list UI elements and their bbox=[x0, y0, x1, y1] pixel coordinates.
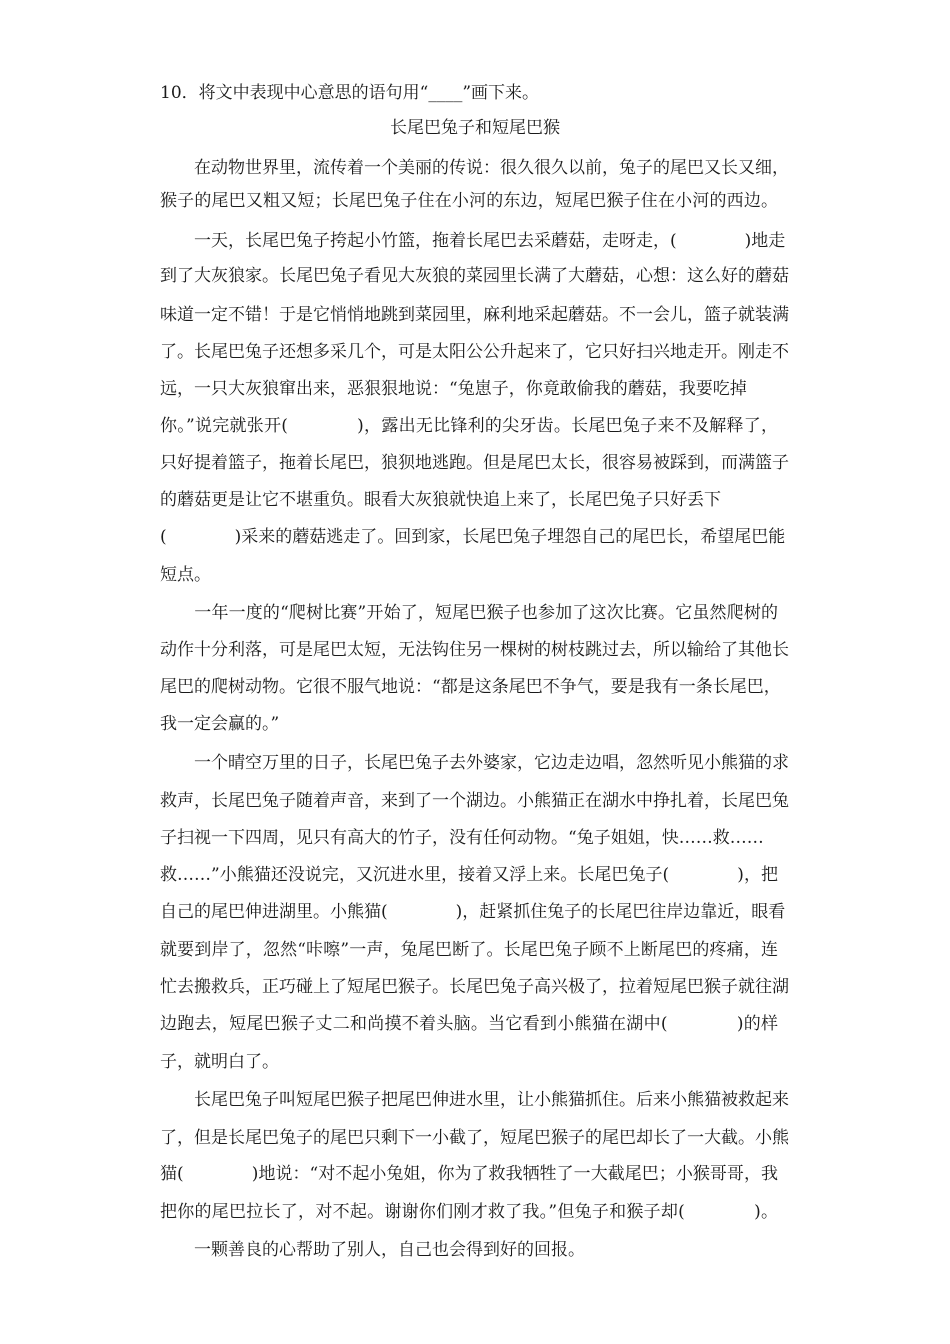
paragraph-line: 尾巴的爬树动物。它很不服气地说：“都是这条尾巴不争气，要是我有一条长尾巴， bbox=[160, 677, 781, 697]
paragraph-line: 猫( )地说：“对不起小兔姐，你为了救我牺牲了一大截尾巴；小猴哥哥，我 bbox=[160, 1164, 778, 1184]
paragraph-line: 长尾巴兔子叫短尾巴猴子把尾巴伸进水里，让小熊猫抓住。后来小熊猫被救起来 bbox=[160, 1090, 789, 1110]
paragraph-line: 一个晴空万里的日子，长尾巴兔子去外婆家，它边走边唱，忽然听见小熊猫的求 bbox=[160, 753, 789, 773]
paragraph-line: 边跑去，短尾巴猴子丈二和尚摸不着头脑。当它看到小熊猫在湖中( )的样 bbox=[160, 1014, 778, 1034]
paragraph-line: 到了大灰狼家。长尾巴兔子看见大灰狼的菜园里长满了大蘑菇，心想：这么好的蘑菇 bbox=[160, 266, 789, 286]
paragraph-line: 的蘑菇更是让它不堪重负。眼看大灰狼就快追上来了，长尾巴兔子只好丢下 bbox=[160, 490, 721, 510]
paragraph-line: 忙去搬救兵，正巧碰上了短尾巴猴子。长尾巴兔子高兴极了，拉着短尾巴猴子就往湖 bbox=[160, 977, 789, 997]
paragraph-line: 就要到岸了，忽然“咔嚓”一声，兔尾巴断了。长尾巴兔子顾不上断尾巴的疼痛，连 bbox=[160, 940, 778, 960]
paragraph-line: 只好提着篮子，拖着长尾巴，狼狈地逃跑。但是尾巴太长，很容易被踩到，而满篮子 bbox=[160, 453, 789, 473]
paragraph-line: 一颗善良的心帮助了别人，自己也会得到好的回报。 bbox=[160, 1240, 585, 1260]
paragraph-line: 自己的尾巴伸进湖里。小熊猫( )，赶紧抓住兔子的长尾巴往岸边靠近，眼看 bbox=[160, 902, 786, 922]
story-title: 长尾巴兔子和短尾巴猴 bbox=[390, 118, 560, 138]
question-text: 将文中表现中心意思的语句用“____”画下来。 bbox=[198, 83, 540, 103]
paragraph-line: 救声，长尾巴兔子随着声音，来到了一个湖边。小熊猫正在湖水中挣扎着，长尾巴兔 bbox=[160, 791, 789, 811]
paragraph-line: 子，就明白了。 bbox=[160, 1052, 279, 1072]
paragraph-line: 子扫视一下四周，见只有高大的竹子，没有任何动物。“兔子姐姐，快……救…… bbox=[160, 828, 764, 848]
question-line bbox=[160, 82, 539, 104]
paragraph-line: 一天，长尾巴兔子挎起小竹篮，拖着长尾巴去采蘑菇，走呀走，( )地走 bbox=[160, 231, 786, 251]
paragraph-line: 你。”说完就张开( )，露出无比锋利的尖牙齿。长尾巴兔子来不及解释了， bbox=[160, 416, 778, 436]
paragraph-line: 了。长尾巴兔子还想多采几个，可是太阳公公升起来了，它只好扫兴地走开。刚走不 bbox=[160, 342, 789, 362]
paragraph-line: 猴子的尾巴又粗又短；长尾巴兔子住在小河的东边，短尾巴猴子住在小河的西边。 bbox=[160, 191, 778, 211]
paragraph-line: 动作十分利落，可是尾巴太短，无法钩住另一棵树的树枝跳过去，所以输给了其他长 bbox=[160, 640, 789, 660]
paragraph-line: 一年一度的“爬树比赛”开始了，短尾巴猴子也参加了这次比赛。它虽然爬树的 bbox=[160, 603, 778, 623]
paragraph-line: 味道一定不错！于是它悄悄地跳到菜园里，麻利地采起蘑菇。不一会儿，篮子就装满 bbox=[160, 305, 789, 325]
paragraph-line: 救……”小熊猫还没说完，又沉进水里，接着又浮上来。长尾巴兔子( )，把 bbox=[160, 865, 778, 885]
paragraph-line: 短点。 bbox=[160, 565, 211, 585]
paragraph-line: ( )采来的蘑菇逃走了。回到家，长尾巴兔子埋怨自己的尾巴长，希望尾巴能 bbox=[160, 527, 786, 547]
paragraph-line: 把你的尾巴拉长了，对不起。谢谢你们刚才救了我。”但兔子和猴子却( )。 bbox=[160, 1202, 778, 1222]
paragraph-line: 我一定会赢的。” bbox=[160, 714, 280, 734]
question-number: 10． bbox=[160, 83, 199, 103]
paragraph-line: 在动物世界里，流传着一个美丽的传说：很久很久以前，兔子的尾巴又长又细， bbox=[160, 158, 789, 178]
paragraph-line: 了，但是长尾巴兔子的尾巴只剩下一小截了，短尾巴猴子的尾巴却长了一大截。小熊 bbox=[160, 1128, 789, 1148]
paragraph-line: 远，一只大灰狼窜出来，恶狠狠地说：“兔崽子，你竟敢偷我的蘑菇，我要吃掉 bbox=[160, 379, 747, 399]
